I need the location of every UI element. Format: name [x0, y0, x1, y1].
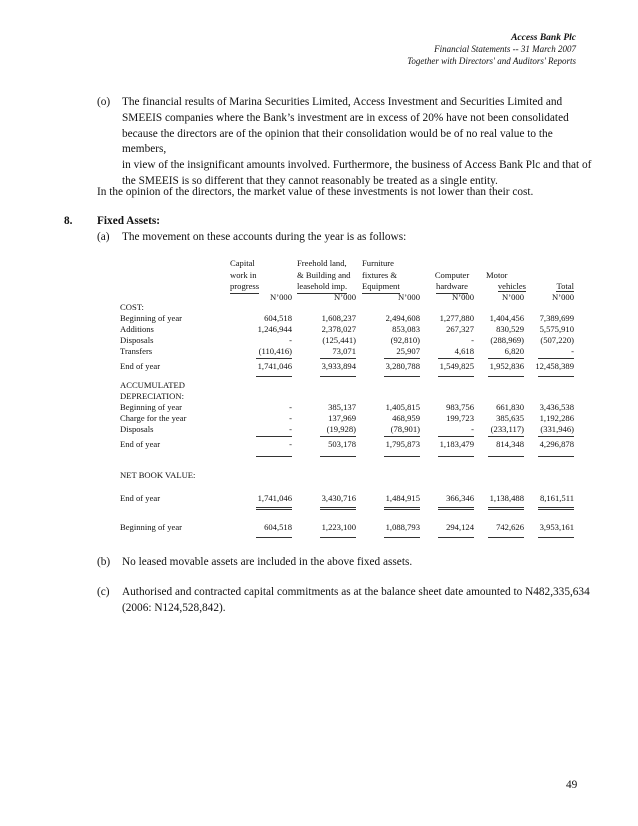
table-cell: 137,969	[328, 413, 356, 423]
table-cell: 4,296,878	[539, 439, 574, 449]
single-rule	[438, 358, 474, 359]
table-cell: 1,277,880	[439, 313, 474, 323]
column-header-line: & Building and	[297, 269, 351, 280]
single-rule	[256, 358, 292, 359]
table-cell: 385,137	[328, 402, 356, 412]
table-cell: (78,901)	[390, 424, 420, 434]
single-rule	[320, 436, 356, 437]
page-number: 49	[566, 779, 578, 791]
table-row-total-label: End of year	[120, 439, 161, 449]
single-rule	[488, 537, 524, 538]
single-rule	[438, 537, 474, 538]
table-cell: -	[471, 424, 474, 434]
section-number: 8.	[64, 215, 73, 227]
single-rule	[488, 358, 524, 359]
single-rule	[320, 358, 356, 359]
column-header-line: vehicles	[497, 281, 526, 291]
table-cell: -	[471, 335, 474, 345]
column-header-line: Motor	[486, 269, 508, 280]
single-rule	[488, 376, 524, 377]
table-cell: 661,830	[496, 402, 524, 412]
table-cell: 3,436,538	[539, 402, 574, 412]
single-rule	[438, 376, 474, 377]
header-doc-title: Financial Statements -- 31 March 2007	[434, 44, 576, 54]
single-rule	[488, 456, 524, 457]
single-rule	[320, 456, 356, 457]
table-cell: 1,405,815	[385, 402, 420, 412]
table-cell: 983,756	[446, 402, 474, 412]
single-rule	[488, 436, 524, 437]
single-rule	[384, 376, 420, 377]
table-cell: 3,953,161	[539, 522, 574, 532]
note-c-line2: (2006: N124,528,842).	[122, 602, 226, 614]
table-cell: (125,441)	[322, 335, 356, 345]
table-cell: 3,430,716	[321, 493, 356, 503]
table-row-label: Additions	[120, 324, 154, 334]
table-cell: 3,280,788	[385, 361, 420, 371]
unit-label: N’000	[502, 292, 524, 302]
header-company: Access Bank Plc	[511, 33, 576, 43]
table-cell: 1,608,237	[321, 313, 356, 323]
table-row-label: Transfers	[120, 346, 153, 356]
unit-label: N’000	[270, 292, 292, 302]
single-rule	[538, 376, 574, 377]
table-cell: 604,518	[264, 313, 292, 323]
column-header-line: Equipment	[362, 281, 400, 294]
table-cell: 1,484,915	[385, 493, 420, 503]
table-cell: 1,741,046	[257, 361, 292, 371]
single-rule	[320, 537, 356, 538]
note-o-line: the SMEEIS is so different that they cannot reasonably be treated as a single entity.	[122, 174, 498, 187]
table-cell: -	[289, 335, 292, 345]
table-cell: 199,723	[446, 413, 474, 423]
section-label-nbv: NET BOOK VALUE:	[120, 470, 196, 480]
table-row-total-label: End of year	[120, 361, 161, 371]
column-header-line	[486, 258, 526, 270]
table-cell: 1,795,873	[385, 439, 420, 449]
column-header-line: Total	[556, 281, 574, 291]
table-cell: 1,192,286	[539, 413, 574, 423]
column-header-total	[536, 281, 574, 293]
column-header-line: Computer	[434, 269, 470, 280]
table-cell: 1,088,793	[385, 522, 420, 532]
table-row-label: Disposals	[120, 335, 154, 345]
table-cell: 503,178	[328, 439, 356, 449]
column-header-line	[427, 258, 477, 270]
column-header-line: Freehold land,	[297, 258, 347, 268]
table-cell: 830,529	[496, 324, 524, 334]
table-cell: 8,161,511	[539, 493, 574, 503]
note-o-marker: (o)	[97, 96, 111, 108]
column-header-line: leasehold imp.	[297, 281, 347, 294]
table-cell: 3,933,894	[321, 361, 356, 371]
table-cell: 742,626	[496, 522, 524, 532]
table-cell: 25,907	[396, 346, 420, 356]
table-cell: 2,378,027	[321, 324, 356, 334]
column-header-motor-line3	[484, 281, 526, 293]
table-cell: 1,549,825	[439, 361, 474, 371]
table-cell: (19,928)	[326, 424, 356, 434]
single-rule	[384, 358, 420, 359]
column-header-line: work in	[230, 269, 257, 280]
table-cell: 1,246,944	[257, 324, 292, 334]
table-cell: (92,810)	[390, 335, 420, 345]
table-cell: 267,327	[446, 324, 474, 334]
single-rule	[256, 436, 292, 437]
table-cell: -	[289, 439, 292, 449]
table-cell: 12,458,389	[535, 361, 574, 371]
table-cell: 1,183,479	[439, 439, 474, 449]
table-cell: 366,346	[446, 493, 474, 503]
note-a-marker: (a)	[97, 231, 110, 243]
table-cell: 73,071	[332, 346, 356, 356]
section-label-depreciation: DEPRECIATION:	[120, 391, 184, 401]
note-o-line: because the directors are of the opinion that their consolidation would be of no real value to the members,	[122, 127, 553, 156]
section-label-cost: COST:	[120, 302, 144, 312]
opinion-text: In the opinion of the directors, the market value of these investments is not lower than their cost.	[97, 186, 534, 198]
note-o-line: The financial results of Marina Securities Limited, Access Investment and Securities Limited and	[122, 96, 563, 108]
single-rule	[538, 456, 574, 457]
table-cell: (233,117)	[490, 424, 524, 434]
table-cell: 385,635	[496, 413, 524, 423]
unit-label: N’000	[452, 292, 474, 302]
double-rule	[488, 507, 524, 510]
column-header-line: Capital	[230, 258, 255, 268]
double-rule	[438, 507, 474, 510]
single-rule	[256, 376, 292, 377]
unit-label: N’000	[552, 292, 574, 302]
table-cell: -	[289, 402, 292, 412]
table-cell: 604,518	[264, 522, 292, 532]
note-o-line: in view of the insignificant amounts involved. Furthermore, the business of Access Bank Plc and that of	[122, 159, 592, 172]
note-c-marker: (c)	[97, 586, 110, 598]
double-rule	[256, 507, 292, 510]
table-cell: 7,389,699	[539, 313, 574, 323]
column-header-cwip	[230, 258, 290, 294]
single-rule	[438, 436, 474, 437]
table-cell: 1,223,100	[321, 522, 356, 532]
table-row-label: Charge for the year	[120, 413, 187, 423]
table-cell: (507,220)	[540, 335, 574, 345]
unit-label: N’000	[334, 292, 356, 302]
table-cell: -	[571, 346, 574, 356]
single-rule	[384, 537, 420, 538]
column-header-freehold	[297, 258, 362, 294]
single-rule	[384, 436, 420, 437]
column-header-computer	[427, 258, 477, 294]
single-rule	[438, 456, 474, 457]
table-cell: 294,124	[446, 522, 474, 532]
table-row-label: Beginning of year	[120, 313, 183, 323]
column-header-line: Furniture	[362, 258, 394, 268]
note-o-line: SMEEIS companies where the Bank’s investment are in excess of 20% have not been consolidated	[122, 111, 569, 124]
column-header-line: progress	[230, 281, 259, 294]
table-cell: 2,494,608	[385, 313, 420, 323]
table-cell: -	[289, 424, 292, 434]
single-rule	[538, 537, 574, 538]
double-rule	[384, 507, 420, 510]
table-cell: 1,952,836	[489, 361, 524, 371]
table-cell: 1,138,488	[489, 493, 524, 503]
table-row-label: Disposals	[120, 424, 154, 434]
double-rule	[538, 507, 574, 510]
single-rule	[320, 376, 356, 377]
column-header-line: fixtures &	[362, 269, 398, 280]
header-subtitle: Together with Directors' and Auditors' Reports	[407, 56, 576, 66]
single-rule	[538, 436, 574, 437]
column-header-furniture	[362, 258, 422, 294]
table-cell: 814,348	[496, 439, 524, 449]
column-header-line: hardware	[436, 281, 468, 294]
unit-label: N’000	[398, 292, 420, 302]
table-cell: 6,820	[504, 346, 524, 356]
section-label-accumulated: ACCUMULATED	[120, 380, 185, 390]
single-rule	[538, 358, 574, 359]
note-c-line1: Authorised and contracted capital commitments as at the balance sheet date amounted to N482,335,634	[122, 586, 590, 598]
single-rule	[256, 537, 292, 538]
table-cell: 5,575,910	[539, 324, 574, 334]
table-cell: -	[289, 413, 292, 423]
single-rule	[384, 456, 420, 457]
table-cell: (331,946)	[540, 424, 574, 434]
section-title: Fixed Assets:	[97, 215, 161, 227]
table-cell: (288,969)	[490, 335, 524, 345]
note-a-text: The movement on these accounts during the year is as follows:	[122, 231, 407, 243]
table-cell: 1,404,456	[489, 313, 524, 323]
table-cell: 468,959	[392, 413, 420, 423]
table-cell: 1,741,046	[257, 493, 292, 503]
table-row-total-label: End of year	[120, 493, 161, 503]
single-rule	[256, 456, 292, 457]
table-row-label: Beginning of year	[120, 522, 183, 532]
table-cell: (110,416)	[258, 346, 292, 356]
note-b-marker: (b)	[97, 556, 111, 568]
table-cell: 4,618	[454, 346, 474, 356]
double-rule	[320, 507, 356, 510]
table-cell: 853,083	[392, 324, 420, 334]
note-b-text: No leased movable assets are included in the above fixed assets.	[122, 556, 413, 568]
table-row-label: Beginning of year	[120, 402, 183, 412]
column-header-motor	[486, 258, 526, 281]
note-o-paragraph	[122, 95, 592, 190]
